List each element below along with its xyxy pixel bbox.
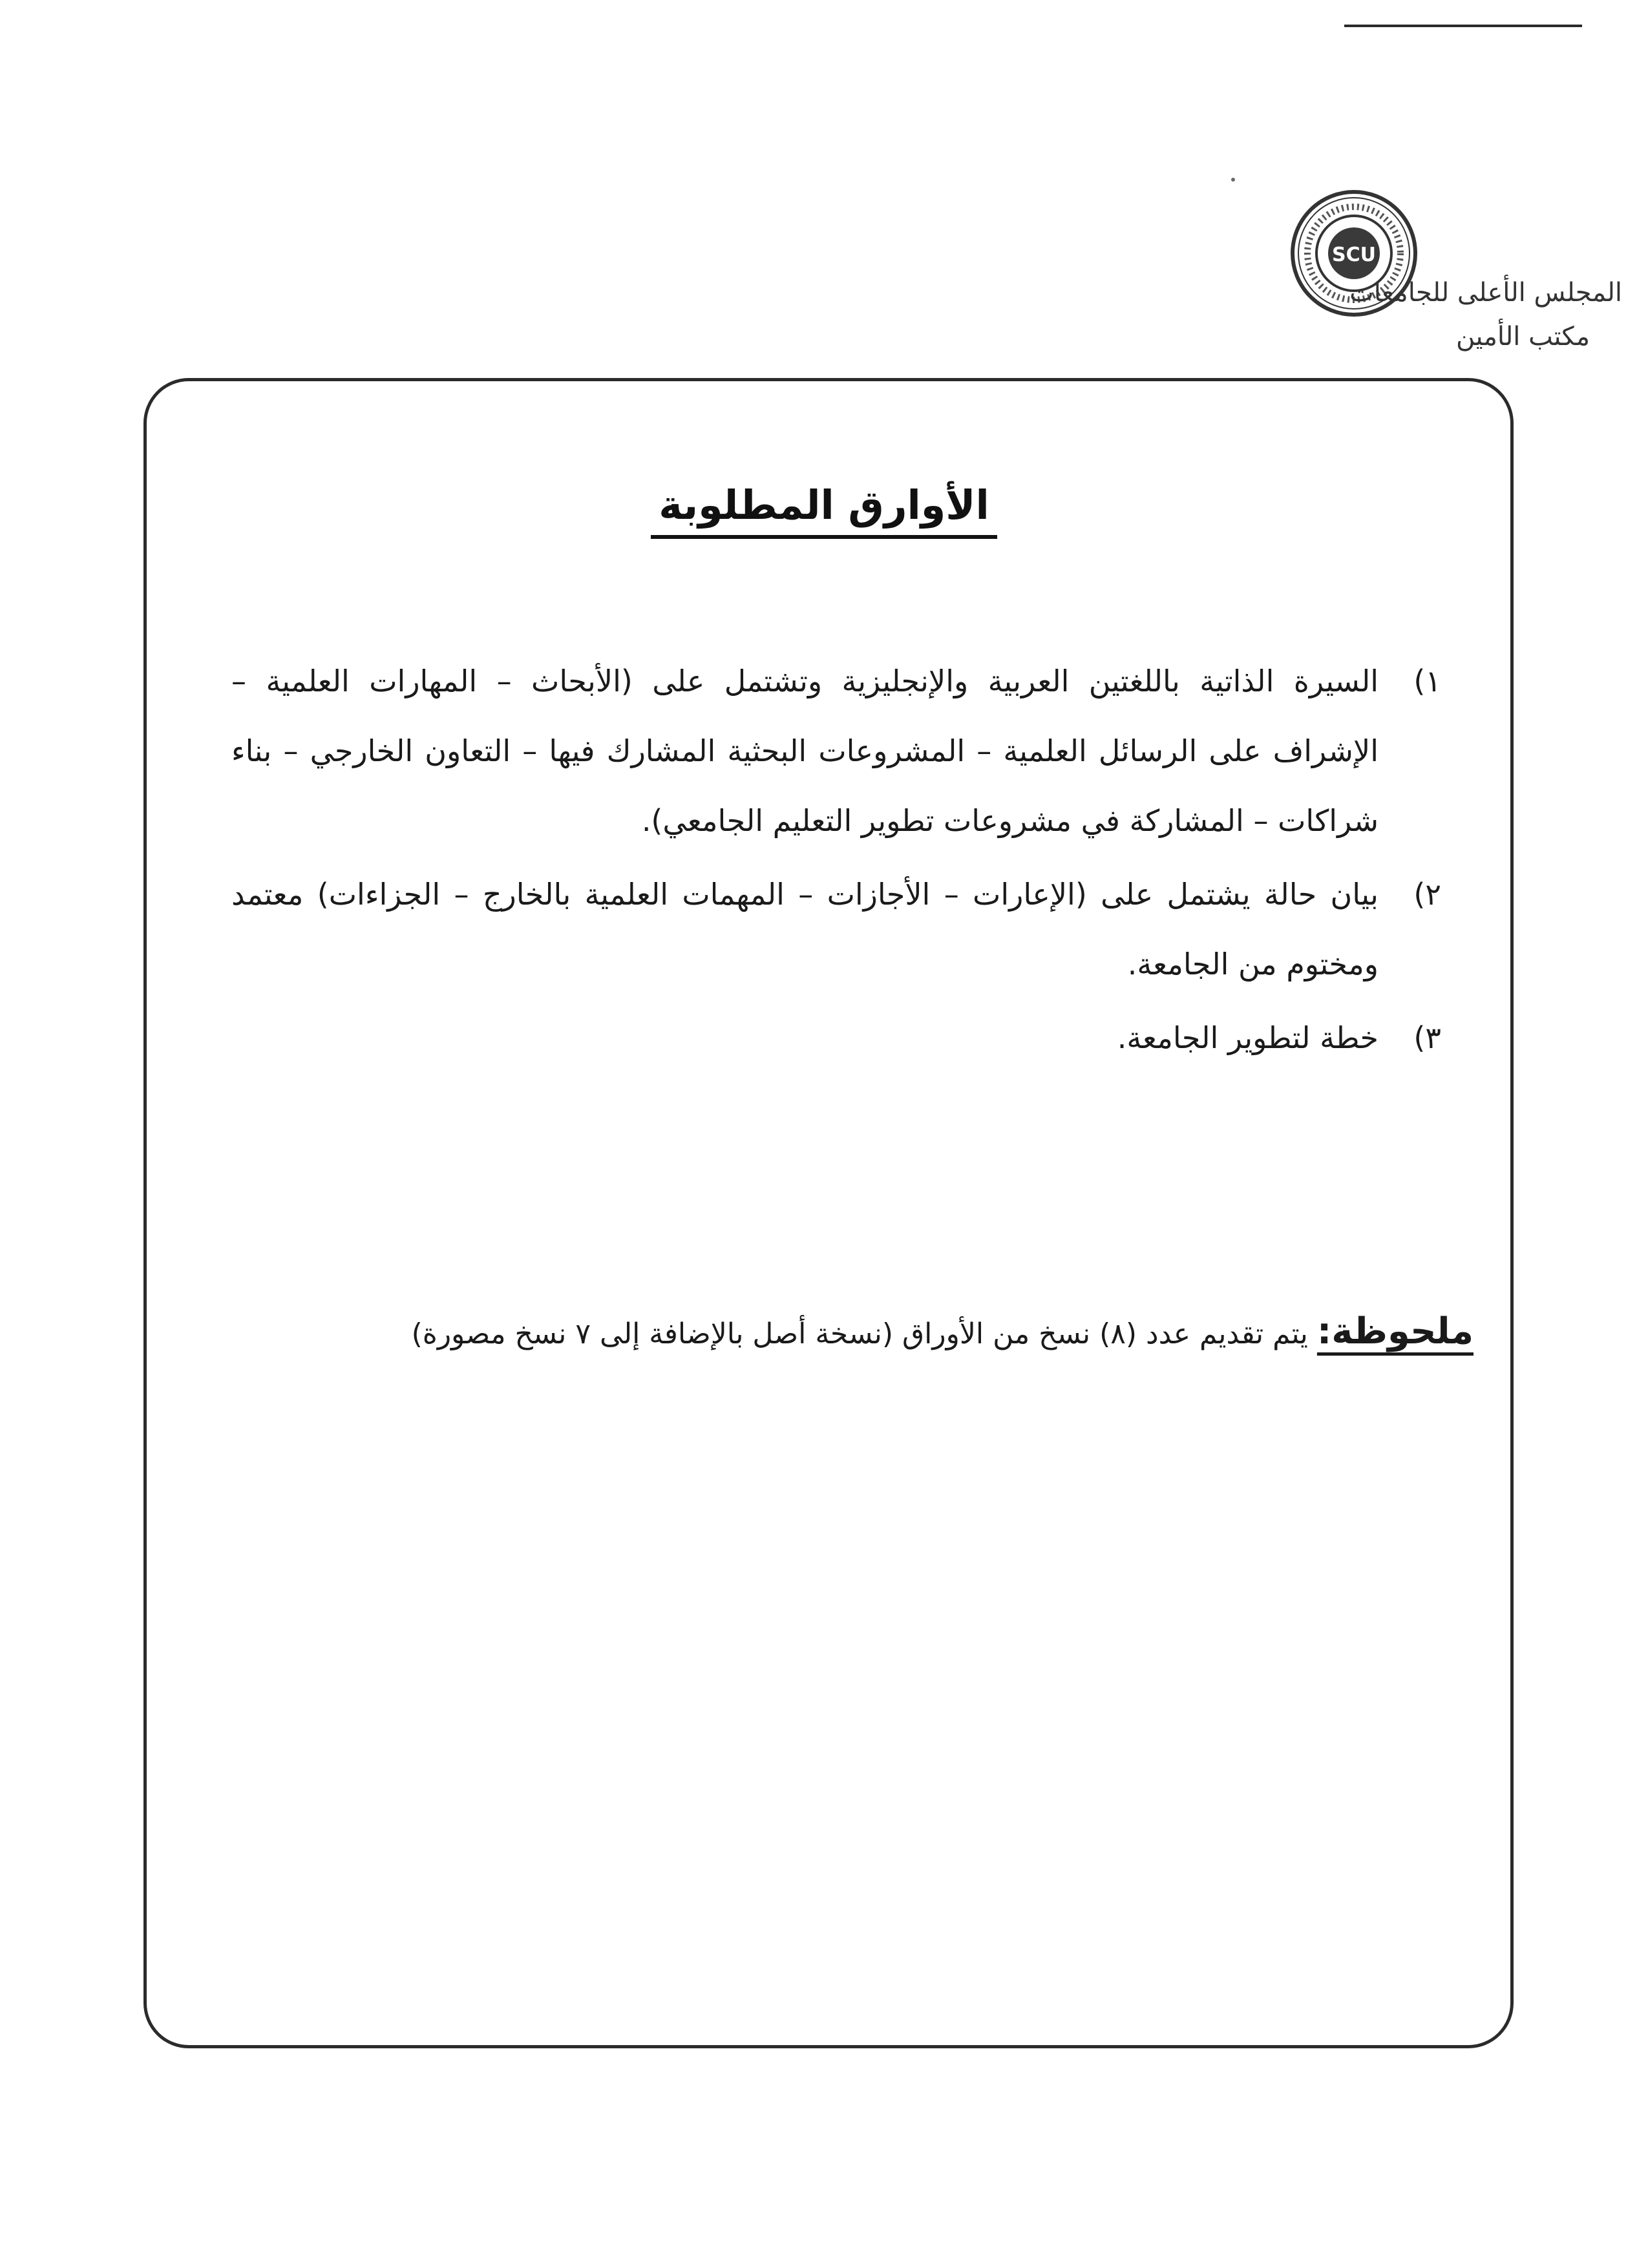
letterhead-council-name: المجلس الأعلى للجامعات bbox=[1349, 278, 1622, 308]
list-item bbox=[231, 646, 1441, 856]
note-text: يتم تقديم عدد (٨) نسخ من الأوراق (نسخة أصل بالإضافة إلى ٧ نسخ مصورة) bbox=[411, 1318, 1308, 1350]
list-item-number: ٣) bbox=[1413, 1020, 1441, 1055]
scan-edge-line bbox=[1344, 25, 1582, 27]
seal-text: SCU bbox=[1332, 244, 1376, 266]
list-item-number: ١) bbox=[1413, 664, 1441, 698]
list-item-number: ٢) bbox=[1413, 877, 1441, 912]
page-title: الأوارق المطلوبة bbox=[651, 481, 997, 539]
content-frame bbox=[143, 378, 1514, 2048]
list-item bbox=[231, 1003, 1441, 1073]
list-item-text: بيان حالة يشتمل على (الإعارات – الأجازات – المهمات العلمية بالخارج – الجزاءات) معتمد ومختوم من الجامعة. bbox=[231, 877, 1379, 982]
letterhead-office-name: مكتب الأمين bbox=[1455, 322, 1590, 352]
requirements-list bbox=[231, 646, 1441, 1076]
list-item-text: السيرة الذاتية باللغتين العربية والإنجليزية وتشتمل على (الأبحاث – المهارات العلمية – الإشراف على الرسائل العلمية – المشروعات البحثية المشارك فيها – التعاون الخارجي – بناء شراكات – المشاركة في مشروعات تطوير التعليم الجامعي). bbox=[231, 664, 1379, 838]
note bbox=[181, 1310, 1474, 1352]
note-label: ملحوظة: bbox=[1316, 1310, 1474, 1352]
title-container bbox=[0, 481, 1648, 539]
list-item bbox=[231, 859, 1441, 999]
list-item-text: خطة لتطوير الجامعة. bbox=[1117, 1020, 1379, 1055]
